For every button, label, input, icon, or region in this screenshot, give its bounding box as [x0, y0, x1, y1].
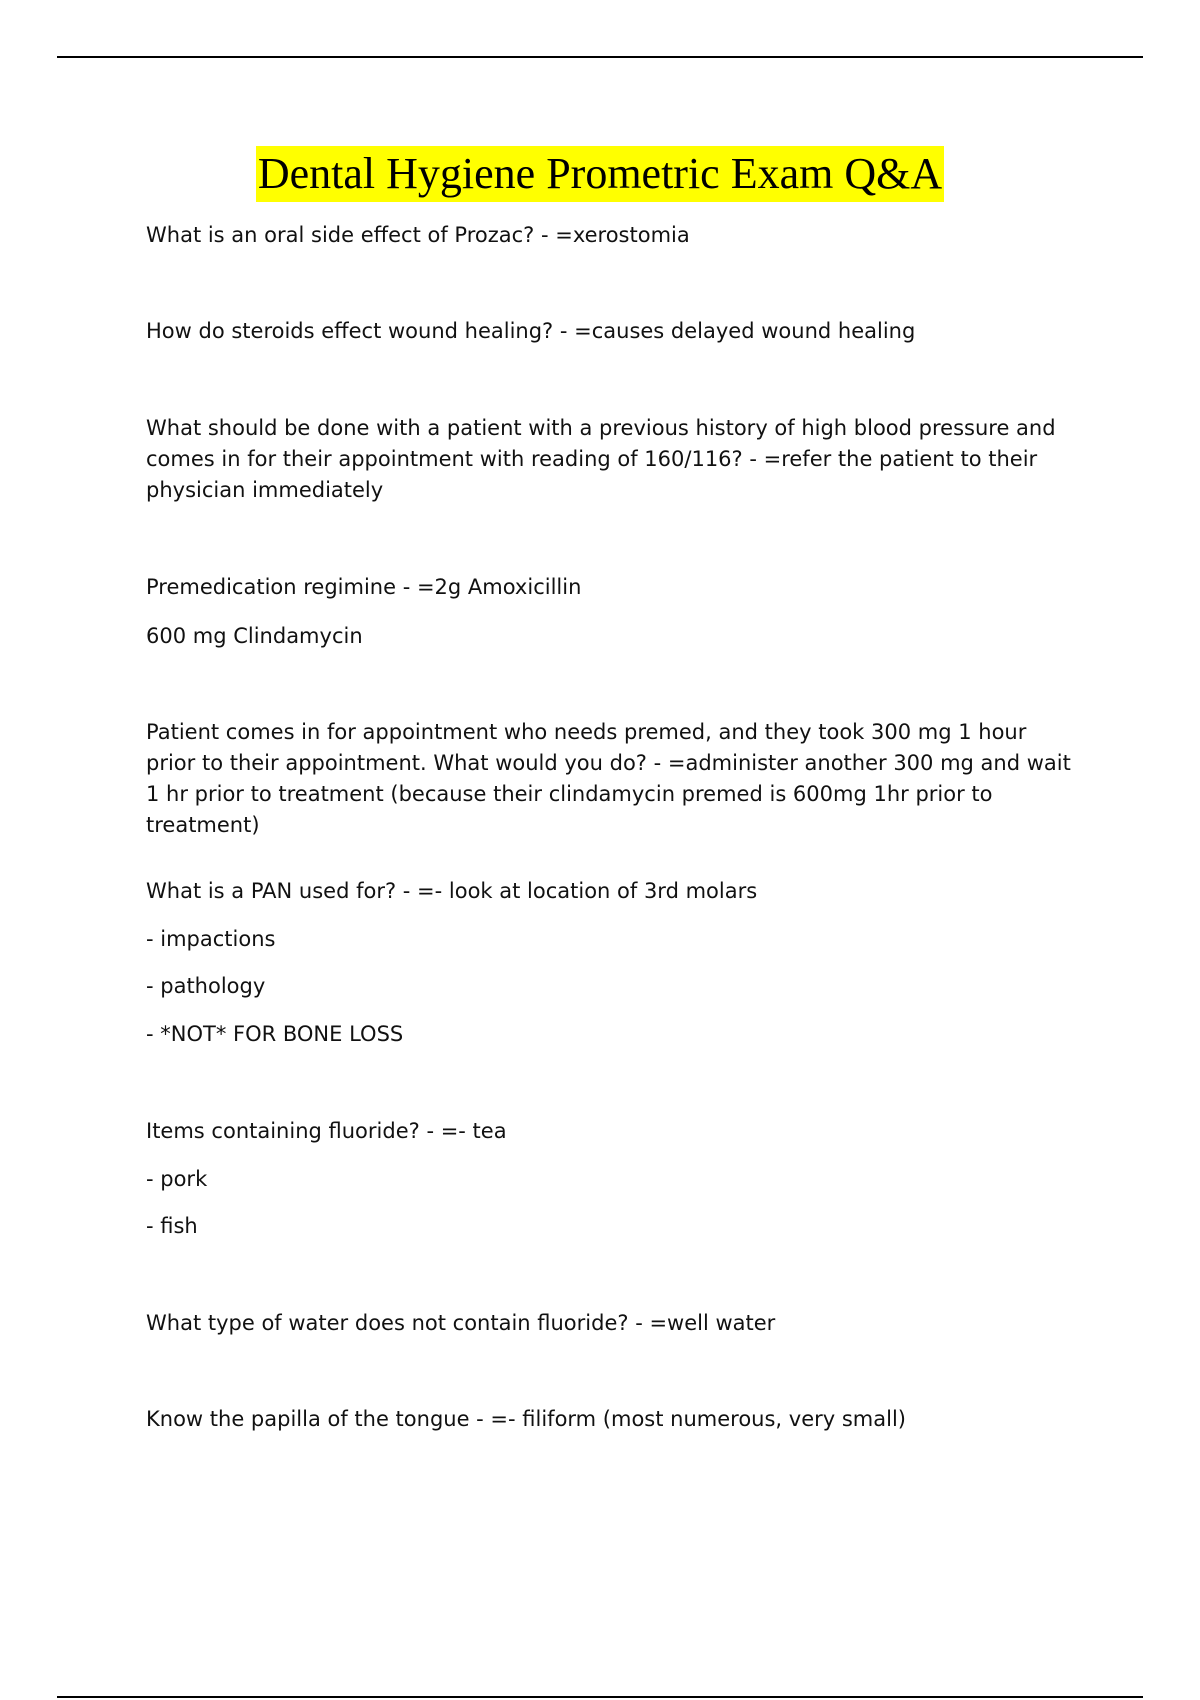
qa-line: 600 mg Clindamycin	[146, 624, 363, 648]
qa-line: - pathology	[146, 974, 266, 998]
document-title: Dental Hygiene Prometric Exam Q&A	[256, 146, 944, 202]
qa-line: - fish	[146, 1214, 198, 1238]
title-container	[0, 146, 1200, 202]
qa-line: - pork	[146, 1167, 208, 1191]
bottom-rule	[57, 1696, 1143, 1698]
qa-line: Know the papilla of the tongue - =- filiform (most numerous, very small)	[146, 1407, 906, 1431]
qa-line: How do steroids effect wound healing? - =causes delayed wound healing	[146, 319, 916, 343]
qa-line: - *NOT* FOR BONE LOSS	[146, 1022, 404, 1046]
qa-line: - impactions	[146, 927, 276, 951]
qa-line: Items containing fluoride? - =- tea	[146, 1119, 507, 1143]
qa-line: Premedication regimine - =2g Amoxicillin	[146, 575, 582, 599]
qa-line: What is an oral side effect of Prozac? - =xerostomia	[146, 223, 690, 247]
qa-line: What type of water does not contain fluoride? - =well water	[146, 1311, 776, 1335]
qa-line: What should be done with a patient with a previous history of high blood pressure and comes in for their appointment with reading of 160/116? - =refer the patient to their physician immediately	[146, 416, 1056, 502]
qa-line: What is a PAN used for? - =- look at location of 3rd molars	[146, 879, 758, 903]
qa-line: Patient comes in for appointment who needs premed, and they took 300 mg 1 hour prior to their appointment. What would you do? - =administer another 300 mg and wait 1 hr prior to treatment (because their clindamycin premed is 600mg 1hr prior to treatment)	[146, 720, 1071, 837]
top-rule	[57, 56, 1143, 58]
